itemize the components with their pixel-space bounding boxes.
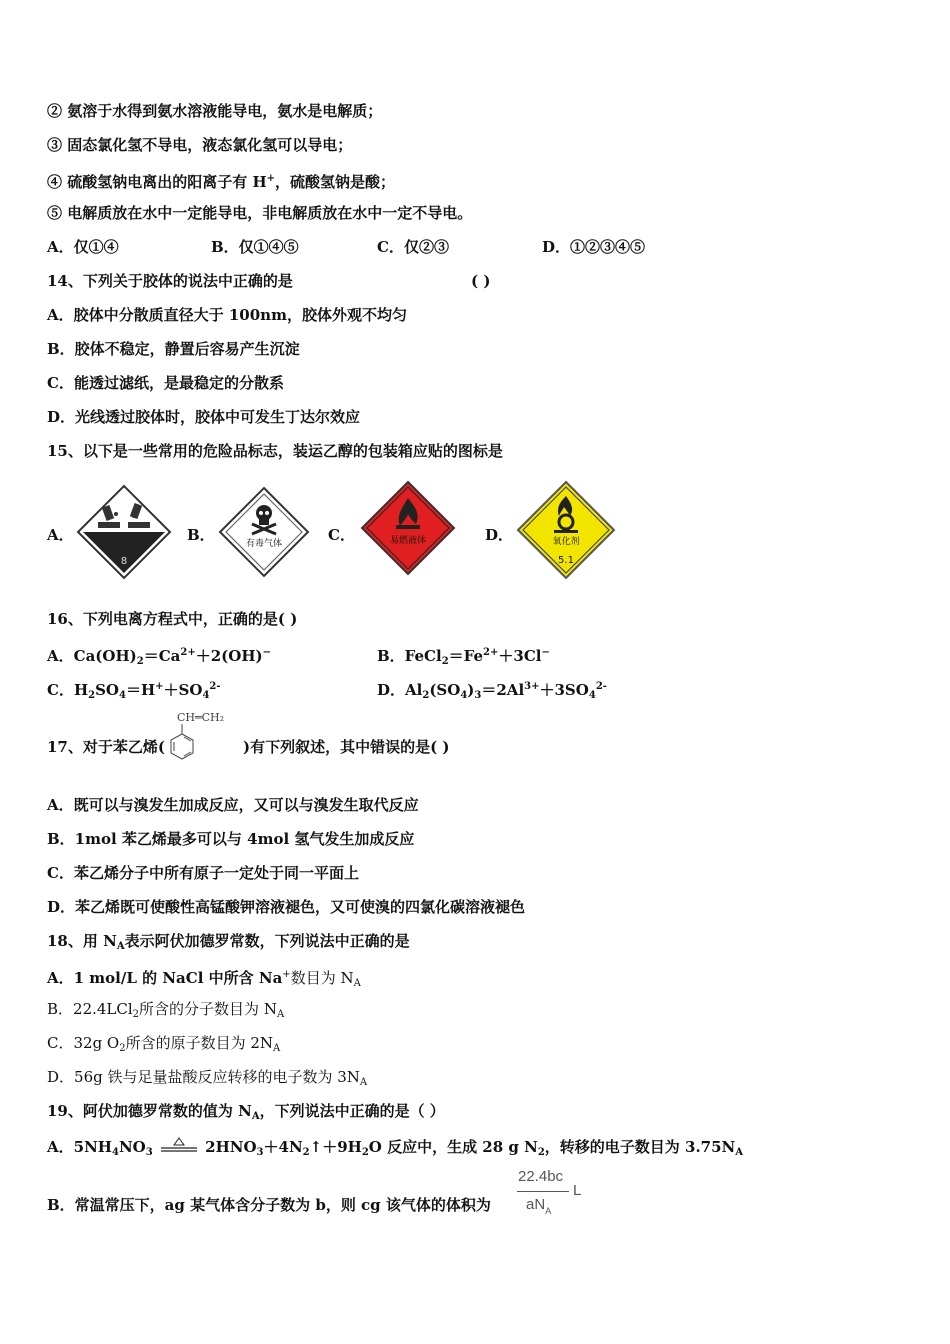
q14-option-d: D．光线透过胶体时，胶体中可发生丁达尔效应 [47,408,361,426]
q18-option-c: C．32g $O_2$所含的原子数目为 $2N_A$ [47,1034,281,1054]
oxidizer-sign-class: 5.1 [558,555,574,566]
q14-answer-paren: ( ) [471,272,491,290]
q18-option-b: B．22.4LCl$_2$所含的分子数目为 $N_A$ [47,1000,285,1020]
q19-option-b: B．常温常压下，ag 某气体含分子数为 b，则 cg 该气体的体积为 [47,1196,491,1214]
volume-unit: L [573,1182,582,1199]
q15-label-d: D． [485,526,514,544]
q15-label-b: B． [187,526,215,544]
toxic-gas-sign-icon [218,486,310,578]
q14-stem: 14、下列关于胶体的说法中正确的是 [47,272,293,290]
q15-label-c: C． [328,526,355,544]
q16-option-b: B．$FeCl_2=Fe^{2+}+3Cl^-$ [377,647,550,667]
q13-item4: ④ 硫酸氢钠电离出的阳离子有 H+，硫酸氢钠是酸； [47,173,396,191]
oxidizer-sign-label: 氧化剂 [552,537,580,547]
q17-option-c: C．苯乙烯分子中所有原子一定处于同一平面上 [47,864,359,882]
q17-stem-start: 17、对于苯乙烯( [47,738,165,756]
q16-option-d: D．$Al_2(SO_4)_3=2Al^{3+}+3SO_4^{2-}$ [377,681,607,701]
q17-stem-end: )有下列叙述，其中错误的是( ) [243,738,450,756]
q19-stem: 19、阿伏加德罗常数的值为 $N_A$，下列说法中正确的是（ ） [47,1102,445,1122]
q18-option-d: D．56g 铁与足量盐酸反应转移的电子数为 $3N_A$ [47,1068,368,1088]
q16-option-c: C．$H_2SO_4=H^++SO_4^{2-}$ [47,681,221,701]
q13-option-d: D．①②③④⑤ [542,238,646,256]
volume-fraction-numerator: 22.4bc [518,1168,564,1185]
q19-option-a: A．$5NH_4NO_3$ $2HNO_3+4N_2↑+9H_2O$ 反应中，生成 28 g $N_2$，转移的电子数目为 $3.75N_A$ [47,1138,744,1158]
q17-option-d: D．苯乙烯既可使酸性高锰酸钾溶液褪色，又可使溴的四氯化碳溶液褪色 [47,898,526,916]
q18-option-a: A．1 mol/L 的 NaCl 中所含 Na+数目为 $N_A$ [47,969,361,989]
q15-label-a: A． [47,526,74,544]
q16-option-a: A．$Ca(OH)_2=Ca^{2+}+2(OH)^-$ [47,647,271,667]
q13-item3: ③ 固态氯化氢不导电，液态氯化氢可以导电； [47,136,353,154]
q13-option-c: C．仅②③ [377,238,449,256]
corrosive-sign-icon [76,484,172,580]
oxidizer-sign-icon [516,480,616,580]
heat-reaction-arrow-icon [158,1136,200,1154]
q15-stem: 15、以下是一些常用的危险品标志，装运乙醇的包装箱应贴的图标是 [47,442,503,460]
toxic-gas-sign-label: 有毒气体 [245,539,283,549]
flammable-liquid-sign-icon [360,480,456,576]
fraction-bar [517,1191,569,1192]
volume-fraction-denominator: $aN_A$ [526,1196,552,1216]
q17-option-b: B．1mol 苯乙烯最多可以与 4mol 氢气发生加成反应 [47,830,415,848]
styrene-vinyl-group: CH═CH₂ [177,711,225,724]
q18-stem: 18、用 $N_A$表示阿伏加德罗常数，下列说法中正确的是 [47,932,410,952]
q16-stem: 16、下列电离方程式中，正确的是( ) [47,610,298,628]
flammable-liquid-sign-label: 易燃液体 [389,536,427,546]
q13-option-b: B．仅①④⑤ [211,238,299,256]
q13-option-a: A．仅①④ [47,238,119,256]
styrene-structure-icon [165,707,243,773]
corrosive-sign-class: 8 [120,556,128,567]
q14-option-c: C．能透过滤纸，是最稳定的分散系 [47,374,284,392]
q13-item2: ② 氨溶于水得到氨水溶液能导电，氨水是电解质； [47,102,383,120]
q14-option-b: B．胶体不稳定，静置后容易产生沉淀 [47,340,300,358]
q14-option-a: A．胶体中分散质直径大于 100nm，胶体外观不均匀 [47,306,407,324]
q13-item5: ⑤ 电解质放在水中一定能导电，非电解质放在水中一定不导电。 [47,204,473,222]
q17-option-a: A．既可以与溴发生加成反应，又可以与溴发生取代反应 [47,796,419,814]
